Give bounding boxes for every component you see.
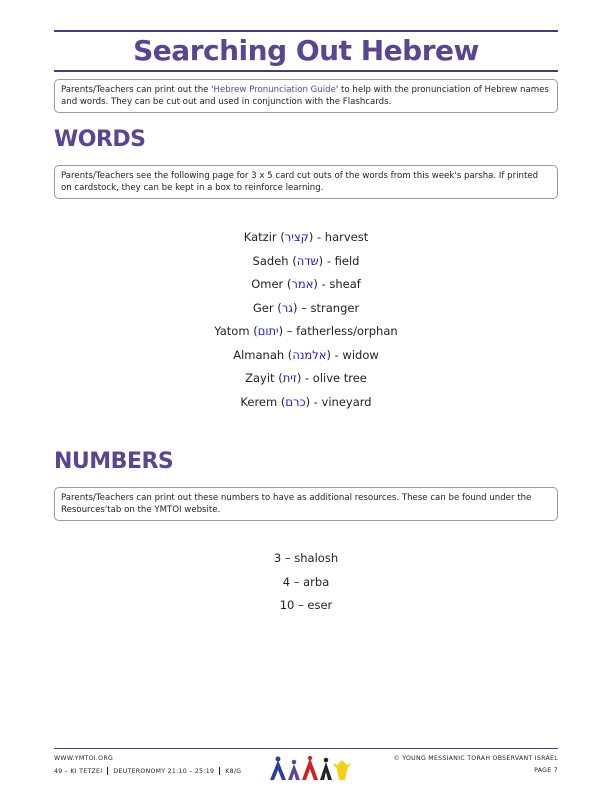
list-item: Ger (גר) – stranger [252, 300, 360, 315]
pronunciation-guide-link[interactable]: Hebrew Pronunciation Guide [213, 85, 336, 95]
words-note: Parents/Teachers see the following page for 3 x 5 card cut outs of the words from this week's parsha. If printed on cardstock, they can be kept in a box to reinforce learning. [54, 165, 558, 199]
numbers-note: Parents/Teachers can print out these numbers to have as additional resources. These can be found under the Resources'tab on the YMTOI website. [54, 487, 558, 521]
footer-scripture: DEUTERONOMY 21:10 – 25:19 [113, 768, 215, 775]
list-item: Zayit (זית) - olive tree [245, 371, 367, 385]
list-item: Yatom (יתום) – fatherless/orphan [214, 324, 398, 338]
footer-rule [54, 748, 558, 749]
list-item: Omer (אמר) - sheaf [251, 277, 361, 291]
footer-page-number: PAGE 7 [534, 767, 558, 774]
ymtoi-logo-icon [268, 756, 352, 782]
numbers-heading: NUMBERS [54, 449, 174, 474]
list-item: Kerem (כרם) - vineyard [240, 394, 372, 409]
top-rule [54, 30, 558, 32]
list-item: 4 – arba [282, 574, 330, 589]
footer-info [54, 767, 241, 775]
words-heading: WORDS [54, 127, 146, 152]
footer-divider [219, 767, 220, 775]
list-item: 10 – eser [279, 598, 333, 612]
footer-website[interactable]: WWW.YMTOI.ORG [54, 755, 114, 762]
numbers-list [0, 547, 612, 618]
list-item: Sadeh (שדה) - field [252, 253, 360, 268]
intro-note [54, 79, 558, 113]
list-item: 3 – shalosh [273, 551, 339, 565]
footer-parsha: 49 – KI TETZEI [54, 768, 103, 775]
intro-note-after: ' to help with the pronunciation of Hebrew names and words. They can be cut out and used in conjunction with the Flashcards. [61, 85, 549, 107]
intro-note-before: Parents/Teachers can print out the ' [61, 85, 214, 95]
title-rule [54, 70, 558, 72]
list-item: Katzir (קציר) - harvest [243, 230, 369, 244]
list-item: Almanah (אלמנה) - widow [233, 347, 379, 362]
footer-divider [107, 767, 108, 775]
words-list [0, 226, 612, 414]
page-title: Searching Out Hebrew [133, 34, 479, 67]
footer-grade: K8/G [225, 768, 242, 775]
footer-copyright: © YOUNG MESSIANIC TORAH OBSERVANT ISRAEL [393, 755, 558, 762]
